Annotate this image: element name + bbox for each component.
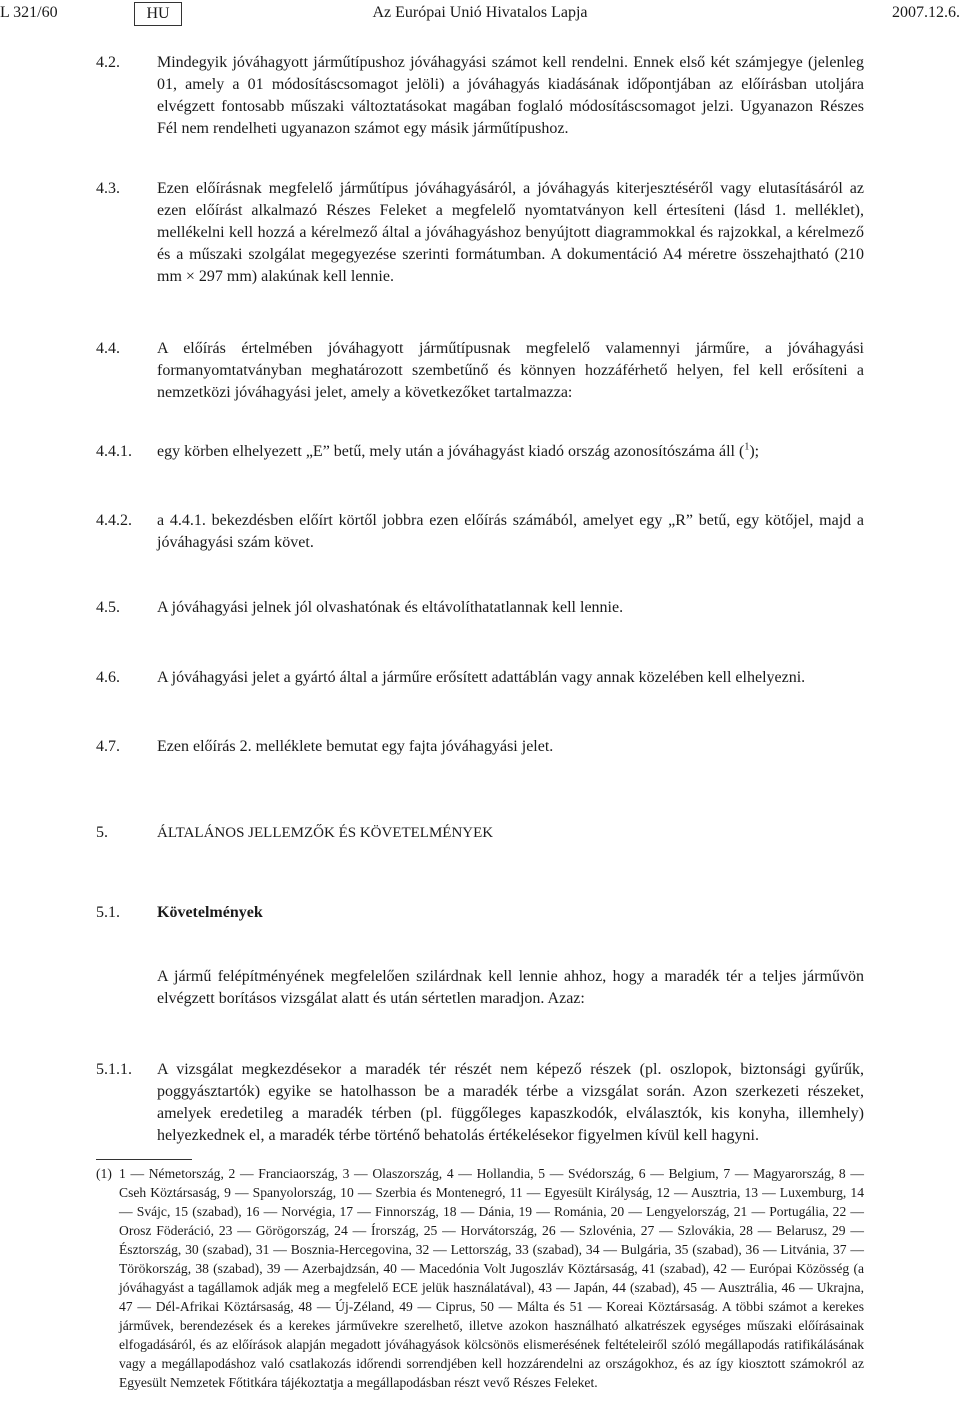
section-4-4-1 — [96, 441, 864, 463]
section-4-6 — [96, 667, 864, 689]
section-text — [157, 441, 864, 463]
section-number: 5.1. — [96, 904, 120, 921]
section-text: A előírás értelmében jóváhagyott járműtípusnak megfelelő valamennyi járműre, a jóváhagyási formanyomtatványban meghatározott szembetűnő és könnyen hozzáférhető helyen, fel kell erősíteni a nemzetközi jóváhagyási jelet, amely a következőket tartalmazza: — [157, 340, 864, 401]
section-number: 4.6. — [96, 669, 120, 686]
section-5 — [96, 822, 864, 844]
journal-title: Az Európai Unió Hivatalos Lapja — [372, 4, 588, 21]
section-4-2 — [96, 52, 864, 140]
section-text-main: egy körben elhelyezett „E” betű, mely után a jóváhagyást kiadó ország azonosítószáma áll ( — [157, 443, 745, 460]
section-number: 4.4.2. — [96, 512, 132, 529]
section-5-1 — [96, 902, 864, 924]
section-text: A jóváhagyási jelnek jól olvashatónak és eltávolíthatatlannak kell lennie. — [157, 599, 624, 616]
section-4-4 — [96, 338, 864, 404]
footnote-number: (1) — [96, 1166, 112, 1181]
section-4-5 — [96, 597, 864, 619]
section-text: A jármű felépítményének megfelelően szilárdnak kell lennie ahhoz, hogy a maradék tér a teljes járművön elvégzett borításos vizsgálat alatt és után sértetlen maradjon. Azaz: — [157, 968, 864, 1007]
section-4-3 — [96, 178, 864, 288]
section-4-4-2 — [96, 510, 864, 554]
section-5-1-intro — [96, 966, 864, 1010]
section-text-tail: ); — [749, 443, 760, 460]
section-number: 5.1.1. — [96, 1061, 132, 1078]
section-text: Ezen előírásnak megfelelő járműtípus jóváhagyásáról, a jóváhagyás kiterjesztéséről vagy elutasításáról az ezen előírást alkalmazó Részes Feleket a megfelelő nyomtatványon kell értesíteni (lásd 1. melléklet), mellékelni kell hozzá a kérelmező által a jóváhagyáshoz benyújtott diagrammokkal és rajzokkal, a kérelmező és a műszaki szolgálat megegyezése szerinti formátumban. A dokumentáció A4 méretre összehajtható (210 mm × 297 mm) alakúnak kell lennie. — [157, 180, 864, 285]
publication-date: 2007.12.6. — [892, 4, 960, 21]
page-number: L 321/60 — [0, 4, 58, 21]
section-text: a 4.4.1. bekezdésben előírt körtől jobbra ezen előírás számából, amelyet egy „R” betű, egy kötőjel, majd a jóváhagyási szám követ. — [157, 512, 864, 551]
section-number: 4.5. — [96, 599, 120, 616]
section-text: A vizsgálat megkezdésekor a maradék tér részét nem képező részek (pl. oszlopok, biztonsági gyűrűk, poggyásztartók) egyike se hatolhasson be a maradék térbe a vizsgálat során. Azon szerkezeti részeket, amelyek eredetileg a maradék térben (pl. függőleges kapaszkodók, elválasztók, kis konyha, illemhely) helyezkednek el, a maradék térbe történő behatolás értékelésekor figyelmen kívül kell hagyni. — [157, 1061, 864, 1144]
section-number: 4.2. — [96, 54, 120, 71]
page-header — [0, 2, 960, 26]
section-5-1-1 — [96, 1059, 864, 1147]
language-badge: HU — [134, 2, 182, 26]
footnote-text: 1 — Németország, 2 — Franciaország, 3 — Olaszország, 4 — Hollandia, 5 — Svédország, 6 — Belgium, 7 — Magyarország, 8 — Cseh Köztársaság, 9 — Spanyolország, 10 — Szerbia és Montenegró, 11 — Egyesült Királyság, 12 — Ausztria, 13 — Luxemburg, 14 — Svájc, 15 (szabad), 16 — Norvégia, 17 — Finnország, 18 — Dánia, 19 — Románia, 20 — Lengyelország, 21 — Portugália, 22 — Orosz Föderáció, 23 — Görögország, 24 — Írország, 25 — Horvátország, 26 — Szlovénia, 27 — Szlovákia, 28 — Belarusz, 29 — Észtország, 30 (szabad), 31 — Bosznia-Hercegovina, 32 — Lettország, 33 (szabad), 34 — Bulgária, 35 (szabad), 36 — Litvánia, 37 — Törökország, 38 (szabad), 39 — Azerbajdzsán, 40 — Macedónia Volt Jugoszláv Köztársaság, 41 (szabad), 42 — Európai Közösség (a jóváhagyást a tagállamok adják meg a megfelelő ECE jelük használatával), 43 — Japán, 44 (szabad), 45 — Ausztrália, 46 — Ukrajna, 47 — Dél-Afrikai Köztársaság, 48 — Új-Zéland, 49 — Ciprus, 50 — Málta és 51 — Koreai Köztársaság. A többi számot a kerekes járművek, berendezések és a kerekes járművekre szerelhető, illetve azokon használható alkatrészek egységes műszaki előírásainak elfogadásáról, és az előírások alapján megadott jóváhagyások kölcsönös elismerésének feltételeiről szóló megállapodás ratifikálásának vagy a megállapodáshoz való csatlakozás időrendi sorrendjében kell hozzárendelni az országokhoz, és az így kiosztott számokról az Egyesült Nemzetek Főtitkára tájékoztatja a megállapodásban részt vevő Részes Feleket. — [119, 1166, 864, 1390]
footnote-divider — [96, 1159, 192, 1160]
section-number: 4.7. — [96, 738, 120, 755]
section-number: 4.4. — [96, 340, 120, 357]
section-heading: ÁLTALÁNOS JELLEMZŐK ÉS KÖVETELMÉNYEK — [157, 825, 494, 841]
section-text: Mindegyik jóváhagyott járműtípushoz jóváhagyási számot kell rendelni. Ennek első két számjegye (jelenleg 01, amely a 01 módosításcsomagot jelöli) a jóváhagyás kiadásának időpontjában az előírásban utoljára elvégzett fontosabb műszaki változtatásokat magában foglaló módosításcsomagot jelzi. Ugyanazon Részes Fél nem rendelheti ugyanazon számot egy másik járműtípushoz. — [157, 54, 864, 137]
section-text: Ezen előírás 2. melléklete bemutat egy fajta jóváhagyási jelet. — [157, 738, 554, 755]
footnote-ref: 1 — [744, 441, 750, 453]
section-number: 5. — [96, 824, 108, 841]
section-heading: Követelmények — [157, 904, 263, 921]
section-number: 4.3. — [96, 180, 120, 197]
section-4-7 — [96, 736, 864, 758]
footnote — [96, 1164, 864, 1392]
section-text: A jóváhagyási jelet a gyártó által a járműre erősített adattáblán vagy annak közelében kell elhelyezni. — [157, 669, 806, 686]
section-number: 4.4.1. — [96, 443, 132, 460]
